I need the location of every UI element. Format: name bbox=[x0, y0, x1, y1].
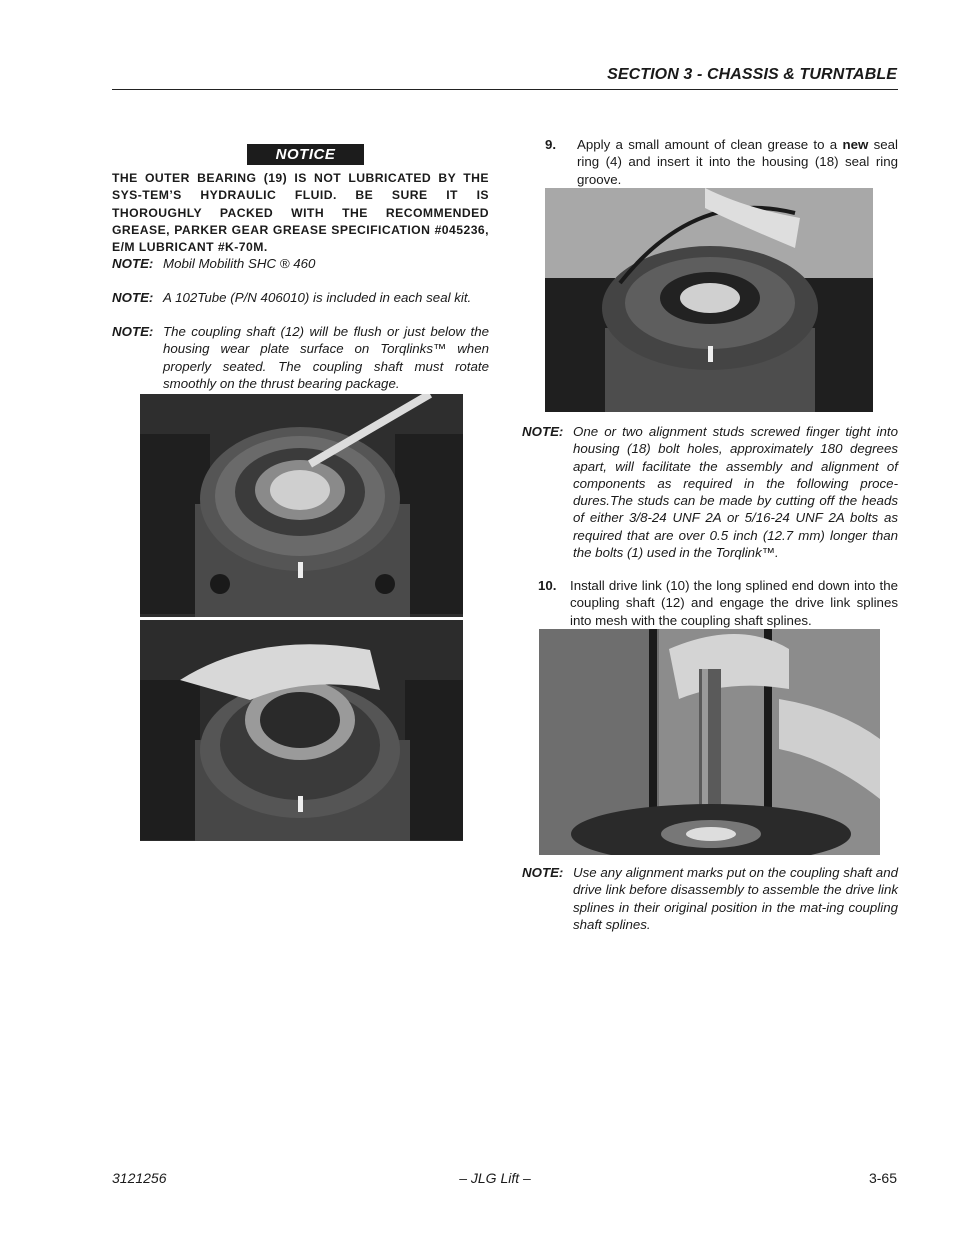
notice-text: THE OUTER BEARING (19) IS NOT LUBRICATED BY THE SYS-TEM’S HYDRAULIC FLUID. BE SURE IT IS THOROUGHLY PACKED WITH THE RECOMMENDED GREASE, PARKER GEAR GREASE SPECIFICATION #045236, E/M LUBRICANT #K-70M. bbox=[112, 171, 489, 255]
photo-drive-link-install bbox=[539, 629, 880, 855]
photo-seal-ring bbox=[545, 188, 873, 412]
step-text-part: seal ring (4) and insert it into the housing (18) seal ring groove. bbox=[577, 137, 898, 187]
note-text: One or two alignment studs screwed finger tight into housing (18) bolt holes, approximately 180 degrees apart, will facilitate the assembly and alignment of components as required in the following proce-dures.The studs can be made by cutting off the heads of either 3/8-24 UNF 2A or 5/16-24 UNF 2A bolts as required that are over 0.5 inch (12.7 mm) longer than the bolts (1) used in the Torqlink™. bbox=[573, 424, 898, 561]
note-text: The coupling shaft (12) will be flush or just below the housing wear plate surface on Torqlinks™ when properly seated. The coupling shaft must rotate smoothly on the thrust bearing package. bbox=[163, 324, 489, 391]
note-coupling-shaft bbox=[112, 323, 489, 392]
step-number: 9. bbox=[545, 137, 557, 152]
step-emphasis: new bbox=[842, 137, 869, 152]
note-text: Use any alignment marks put on the coupling shaft and drive link before disassembly to assemble the drive link splines in their original position in the mat-ing coupling shaft splines. bbox=[573, 865, 898, 932]
step-number: 10. bbox=[538, 578, 557, 593]
step-10 bbox=[538, 577, 898, 629]
note-text: A 102Tube (P/N 406010) is included in each seal kit. bbox=[163, 290, 472, 305]
step-text: Install drive link (10) the long splined end down into the coupling shaft (12) and engage the drive link splines into mesh with the coupling shaft splines. bbox=[570, 578, 898, 628]
note-alignment-marks bbox=[522, 864, 898, 933]
footer-doc-number: 3121256 bbox=[112, 1170, 167, 1186]
note-text: Mobil Mobilith SHC ® 460 bbox=[163, 256, 316, 271]
note-label: NOTE: bbox=[112, 324, 154, 339]
note-lubricant bbox=[112, 255, 489, 272]
step-text-part: Apply a small amount of clean grease to a bbox=[577, 137, 843, 152]
note-seal-kit bbox=[112, 289, 489, 306]
note-label: NOTE: bbox=[112, 290, 154, 305]
footer-publisher: – JLG Lift – bbox=[459, 1170, 531, 1186]
note-label: NOTE: bbox=[112, 256, 154, 271]
notice-badge: NOTICE bbox=[247, 144, 364, 165]
section-title: SECTION 3 - CHASSIS & TURNTABLE bbox=[607, 66, 897, 83]
header-divider bbox=[112, 89, 898, 90]
note-alignment-studs bbox=[522, 423, 898, 561]
photo-housing-greasing bbox=[140, 394, 463, 617]
step-9 bbox=[545, 136, 898, 188]
footer-page-number: 3-65 bbox=[868, 1170, 897, 1186]
note-label: NOTE: bbox=[522, 424, 564, 439]
note-label: NOTE: bbox=[522, 865, 564, 880]
step-text bbox=[577, 136, 898, 188]
photo-thrust-bearing-install bbox=[140, 620, 463, 841]
